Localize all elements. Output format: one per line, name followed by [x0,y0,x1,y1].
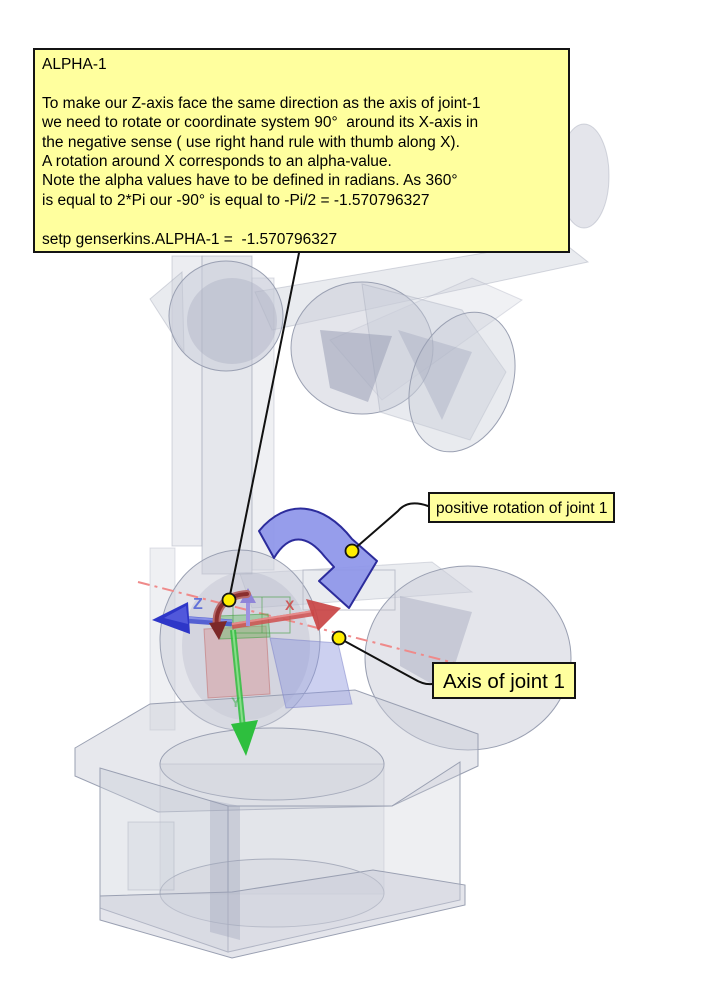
robot-upper-disc-inner [187,278,277,364]
note-spacer [42,74,561,93]
y-axis-label: Y [231,694,241,710]
note-line: To make our Z-axis face the same direction as the axis of joint-1 [42,94,481,112]
axis-of-joint-callout: Axis of joint 1 [432,662,576,699]
note-line: is equal to 2*Pi our -90° is equal to -Pi/2 = -1.570796327 [42,191,430,209]
robot-base-inner-box [128,822,174,890]
alpha-note-box [33,48,570,253]
marker-dot-axis [333,632,346,645]
note-line: the negative sense ( use right hand rule with thumb along X). [42,133,460,151]
note-title: ALPHA-1 [42,56,107,73]
x-axis-label: X [285,597,295,613]
note-line: we need to rotate or coordinate system 90° around its X-axis in [42,114,479,132]
z-axis-label: Z [193,596,203,613]
note-line: Note the alpha values have to be defined in radians. As 360° [42,172,458,190]
note-spacer [42,210,561,229]
robot-base-inner-edge [210,800,240,940]
note-line: A rotation around X corresponds to an alpha-value. [42,152,392,170]
marker-dot-alpha [223,594,236,607]
positive-rotation-callout: positive rotation of joint 1 [428,492,615,523]
marker-dot-rotation [346,545,359,558]
note-command: setp genserkins.ALPHA-1 = -1.570796327 [42,230,338,248]
leader-line-rotation [352,503,428,551]
